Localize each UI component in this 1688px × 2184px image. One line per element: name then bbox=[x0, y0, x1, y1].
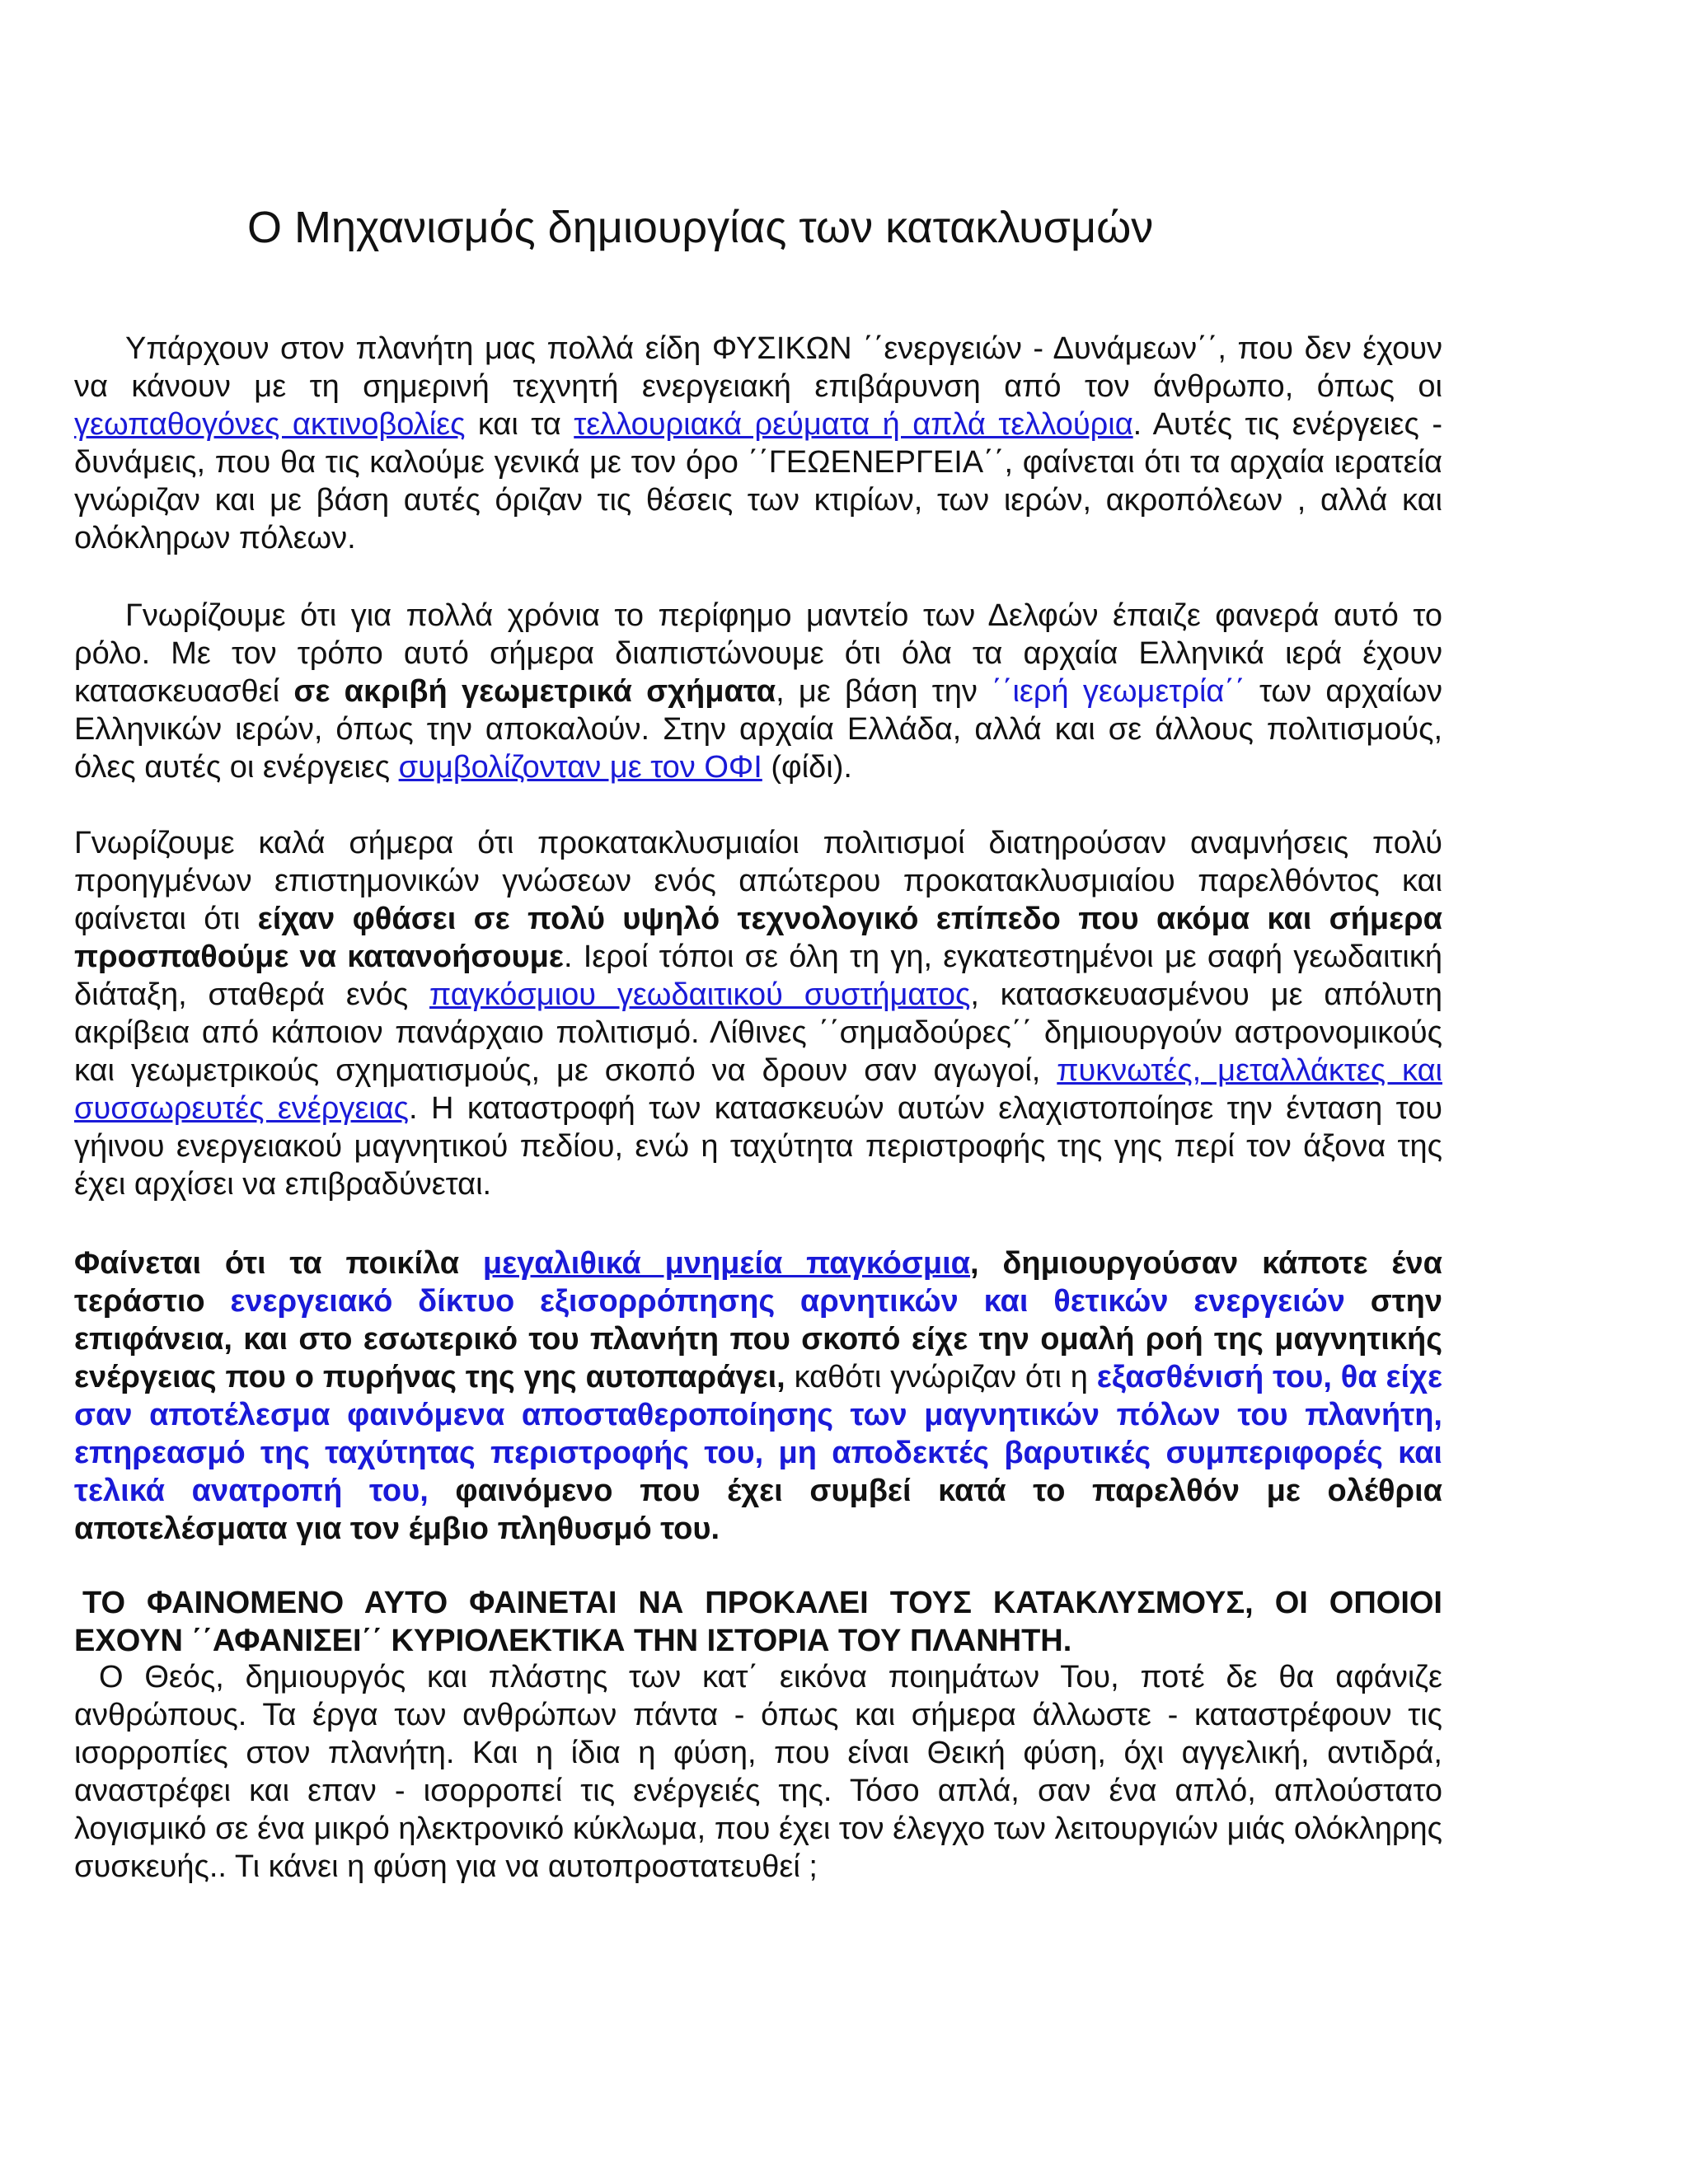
paragraph-1-text-a: Υπάρχουν στον πλανήτη μας πολλά είδη ΦΥΣΙΚΩΝ ΄΄ενεργειών - Δυνάμεων΄΄, που δεν έχουν να κάνουν με τη σημερινή τεχνητή ενεργειακή επιβάρυνση από τον άνθρωπο, όπως οι bbox=[74, 331, 1442, 404]
paragraph-5-heading bbox=[74, 1584, 1442, 1660]
paragraph-4-normal: καθότι γνώριζαν ότι η bbox=[785, 1360, 1097, 1394]
paragraph-3-text-b: . Ιεροί τόποι σε όλη τη γη, εγκατεστημένοι με σαφή γεωδαιτική διάταξη, σταθερά ενός bbox=[74, 940, 1443, 1012]
paragraph-4-text-b: , δημιουργούσαν κάποτε ένα τεράστιο bbox=[74, 1246, 1442, 1319]
link-global-geodetic-system[interactable]: παγκόσμιου γεωδαιτικού συστήματος bbox=[429, 977, 971, 1012]
paragraph-4 bbox=[74, 1244, 1442, 1548]
paragraph-1-text-c: . Αυτές τις ενέργειες - δυνάμεις, που θα τις καλούμε γενικά με τον όρο ΄΄ΓΕΩΕΝΕΡΓΕΙΑ΄΄, φαίνεται ότι τα αρχαία ιερατεία γνώριζαν και με βάση αυτές όριζαν τις θέσεις των κτιρίων, των ιερών, ακροπόλεων , αλλά και ολόκληρων πόλεων. bbox=[74, 407, 1443, 555]
paragraph-5-text: ΤΟ ΦΑΙΝΟΜΕΝΟ ΑΥΤΟ ΦΑΙΝΕΤΑΙ ΝΑ ΠΡΟΚΑΛΕΙ ΤΟΥΣ ΚΑΤΑΚΛΥΣΜΟΥΣ, ΟΙ ΟΠΟΙΟΙ ΕΧΟΥΝ ΄΄ΑΦΑΝΙΣΕΙ΄΄ ΚΥΡΙΟΛΕΚΤΙΚΑ ΤΗΝ ΙΣΤΟΡΙΑ ΤΟΥ ΠΛΑΝΗΤΗ. bbox=[74, 1586, 1442, 1658]
link-serpent-symbol[interactable]: συμβολίζονταν με τον ΟΦΙ bbox=[398, 750, 762, 785]
page-title: Ο Μηχανισμός δημιουργίας των κατακλυσμών bbox=[247, 203, 1154, 252]
link-geopathogenic-radiation[interactable]: γεωπαθογόνες ακτινοβολίες bbox=[74, 407, 466, 442]
paragraph-2-text-b: , με βάση την bbox=[776, 674, 992, 709]
paragraph-2-text-d: (φίδι). bbox=[762, 750, 852, 785]
paragraph-3-text-d: . Η καταστροφή των κατασκευών αυτών ελαχιστοποίησε την ένταση του γήινου ενεργειακού μαγνητικού πεδίου, ενώ η ταχύτητα περιστροφής της γης περί τον άξονα της έχει αρχίσει να επιβραδύνεται. bbox=[74, 1091, 1442, 1202]
link-energy-capacitors[interactable]: πυκνωτές, μεταλλάκτες και συσσωρευτές ενέργειας bbox=[74, 1053, 1442, 1126]
paragraph-2-bold: σε ακριβή γεωμετρικά σχήματα bbox=[293, 674, 776, 709]
paragraph-3-text-a: Γνωρίζουμε καλά σήμερα ότι προκατακλυσμιαίοι πολιτισμοί διατηρούσαν αναμνήσεις πολύ προηγμένων επιστημονικών γνώσεων ενός απώτερου προκατακλυσμιαίου παρελθόντος και φαίνεται ότι bbox=[74, 826, 1442, 936]
paragraph-4-text-a: Φαίνεται ότι τα ποικίλα bbox=[74, 1246, 483, 1281]
paragraph-4-blue-weakening: εξασθένισή του, θα είχε σαν αποτέλεσμα φαινόμενα αποσταθεροποίησης των μαγνητικών πόλων του πλανήτη, επηρεασμό της ταχύτητας περιστροφής του, μη αποδεκτές βαρυτικές συμπεριφορές και τελικά ανατροπή του, bbox=[74, 1360, 1442, 1508]
paragraph-4-blue-energy-network: ενεργειακό δίκτυο εξισορρόπησης αρνητικών και θετικών ενεργειών bbox=[230, 1284, 1345, 1319]
paragraph-2 bbox=[74, 597, 1442, 786]
paragraph-4-text-c: στην επιφάνεια, και στο εσωτερικό του πλανήτη που σκοπό είχε την ομαλή ροή της μαγνητικής ενέργειας που ο πυρήνας της γης αυτοπαράγει, bbox=[74, 1284, 1443, 1394]
link-telluric-currents[interactable]: τελλουριακά ρεύματα ή απλά τελλούρια bbox=[574, 407, 1133, 442]
paragraph-3 bbox=[74, 824, 1442, 1203]
paragraph-4-text-d: φαινόμενο που έχει συμβεί κατά το παρελθόν με ολέθρια αποτελέσματα για τον έμβιο πληθυσμό του. bbox=[74, 1474, 1442, 1546]
sacred-geometry-term: ΄΄ιερή γεωμετρία΄΄ bbox=[992, 674, 1245, 709]
paragraph-1 bbox=[74, 330, 1442, 557]
link-megalithic-monuments[interactable]: μεγαλιθικά μνημεία παγκόσμια bbox=[482, 1246, 971, 1281]
paragraph-3-text-c: , κατασκευασμένου με απόλυτη ακρίβεια από κάποιον πανάρχαιο πολιτισμό. Λίθινες ΄΄σημαδούρες΄΄ δημιουργούν αστρονομικούς και γεωμετρικούς σχηματισμούς, με σκοπό να δρουν σαν αγωγοί, bbox=[74, 977, 1442, 1088]
paragraph-6-text: Ο Θεός, δημιουργός και πλάστης των κατ΄ εικόνα ποιημάτων Του, ποτέ δε θα αφάνιζε ανθρώπους. Τα έργα των ανθρώπων πάντα - όπως και σήμερα άλλωστε - καταστρέφουν τις ισορροπίες στον πλανήτη. Και η ίδια η φύση, που είναι Θεική φύση, όχι αγγελική, αντιδρά, αναστρέφει και επαν - ισορροπεί τις ενέργειές της. Τόσο απλά, σαν ένα απλό, απλούστατο λογισμικό σε ένα μικρό ηλεκτρονικό κύκλωμα, που έχει τον έλεγχο των λειτουργιών μιάς ολόκληρης συσκευής.. Τι κάνει η φύση για να αυτοπροστατευθεί ; bbox=[74, 1660, 1442, 1884]
paragraph-1-text-b: και τα bbox=[465, 407, 574, 442]
paragraph-6 bbox=[74, 1658, 1442, 1886]
paragraph-2-text-a: Γνωρίζουμε ότι για πολλά χρόνια το περίφημο μαντείο των Δελφών έπαιζε φανερά αυτό το ρόλο. Με τον τρόπο αυτό σήμερα διαπιστώνουμε ότι όλα τα αρχαία Ελληνικά ιερά έχουν κατασκευασθεί bbox=[74, 598, 1442, 709]
paragraph-3-bold: είχαν φθάσει σε πολύ υψηλό τεχνολογικό επίπεδο που ακόμα και σήμερα προσπαθούμε να κατανοήσουμε bbox=[74, 902, 1442, 974]
paragraph-2-text-c: των αρχαίων Ελληνικών ιερών, όπως την αποκαλούν. Στην αρχαία Ελλάδα, αλλά και σε άλλους πολιτισμούς, όλες αυτές οι ενέργειες bbox=[74, 674, 1443, 785]
